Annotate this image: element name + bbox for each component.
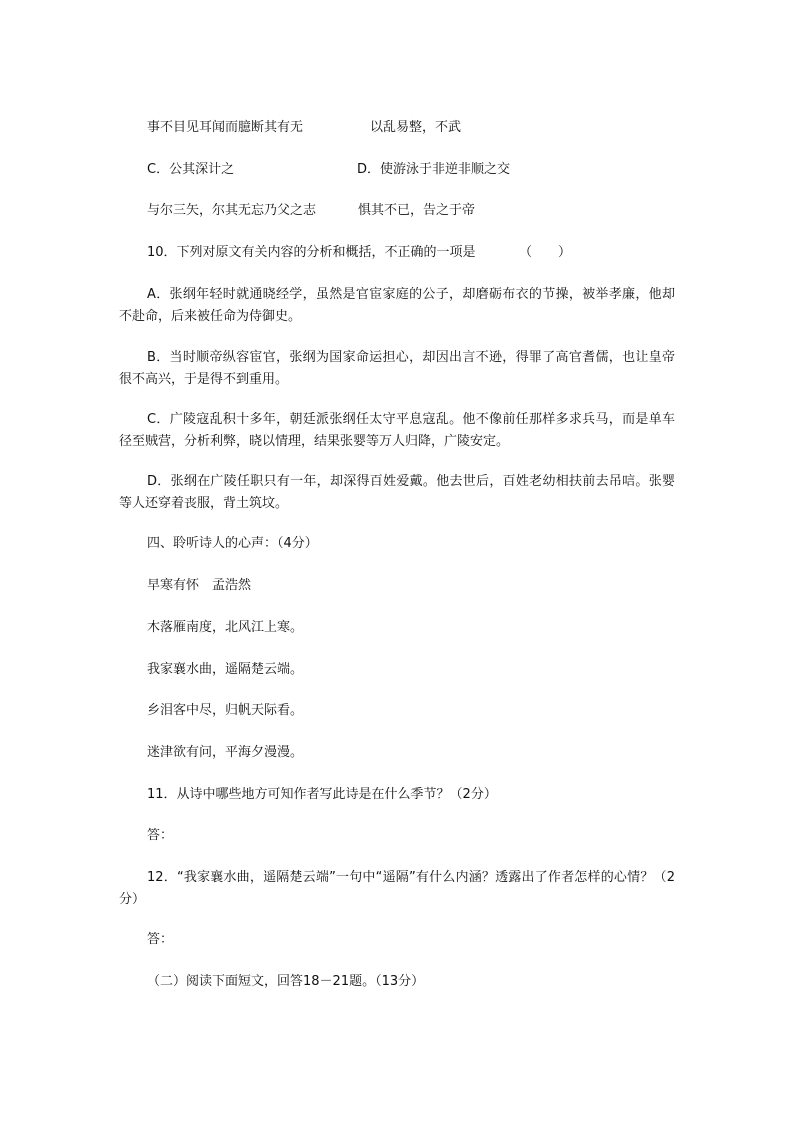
question-10-option-d: D．张纲在广陵任职只有一年，却深得百姓爱戴。他去世后，百姓老幼相扶前去吊唁。张婴等人还穿着丧服，背土筑坟。 bbox=[119, 474, 675, 511]
option-text: 惧其不已，告之于帝 bbox=[358, 203, 476, 218]
answer-label: 答： bbox=[147, 828, 174, 843]
poem-line: 我家襄水曲，遥隔楚云端。 bbox=[147, 662, 304, 677]
poem-line: 木落雁南度，北风江上寒。 bbox=[147, 620, 304, 635]
question-11: 11．从诗中哪些地方可知作者写此诗是在什么季节？（2分） bbox=[147, 787, 497, 802]
option-d: D．使游泳于非逆非顺之交 bbox=[357, 162, 511, 177]
option-text: 以乱易整，不武 bbox=[370, 120, 462, 135]
answer-blank: （ ） bbox=[519, 245, 572, 260]
question-10-option-c: C．广陵寇乱积十多年，朝廷派张纲任太守平息寇乱。他不像前任那样多求兵马，而是单车径至贼营，分析利弊，晓以情理，结果张婴等万人归降，广陵安定。 bbox=[119, 412, 675, 449]
question-12: 12．“我家襄水曲，遥隔楚云端”一句中“遥隔”有什么内涵？透露出了作者怎样的心情？（2分） bbox=[119, 870, 675, 907]
section-heading: （二）阅读下面短文，回答18－21题。（13分） bbox=[147, 974, 425, 989]
question-10-stem: 10．下列对原文有关内容的分析和概括，不正确的一项是 bbox=[147, 245, 476, 260]
poem-title: 早寒有怀 孟浩然 bbox=[147, 578, 252, 593]
option-c: C．公其深计之 bbox=[147, 162, 235, 177]
question-10-option-a: A．张纲年轻时就通晓经学，虽然是官宦家庭的公子，却磨砺布衣的节操，被举孝廉，他却不赴命，后来被任命为侍御史。 bbox=[119, 287, 675, 324]
question-10-option-b: B．当时顺帝纵容宦官，张纲为国家命运担心，却因出言不逊，得罪了高官耆儒，也让皇帝很不高兴，于是得不到重用。 bbox=[119, 350, 675, 387]
poem-line: 迷津欲有问，平海夕漫漫。 bbox=[147, 745, 304, 760]
section-heading: 四、聆听诗人的心声：（4分） bbox=[147, 536, 318, 551]
poem-line: 乡泪客中尽，归帆天际看。 bbox=[147, 703, 304, 718]
answer-label: 答： bbox=[147, 932, 174, 947]
option-text: 与尔三矢，尔其无忘乃父之志 bbox=[147, 203, 317, 218]
option-text: 事不目见耳闻而臆断其有无 bbox=[147, 120, 304, 135]
